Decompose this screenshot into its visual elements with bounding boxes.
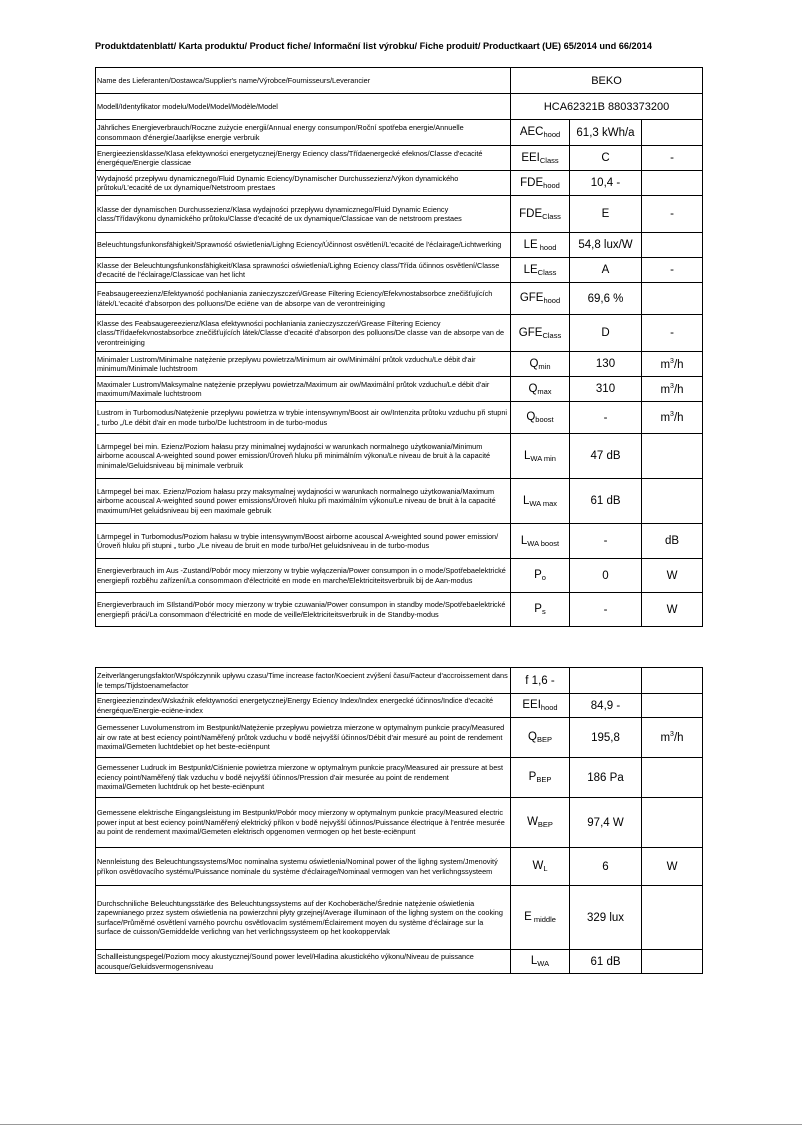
unit-superscript: 3	[670, 382, 674, 390]
row-value: 47 dB	[570, 434, 642, 479]
row-unit	[642, 718, 703, 758]
row-unit	[642, 171, 703, 196]
row-value	[570, 668, 642, 694]
symbol-text: Q	[529, 357, 539, 370]
symbol-subscript: Class	[542, 330, 562, 340]
row-unit	[642, 434, 703, 479]
footer-rule	[0, 1124, 802, 1125]
symbol-text: Q	[526, 411, 536, 423]
row-description: Maximaler Lustrom/Maksymalne natężenie przepływu powietrza/Maximum air ow/Maximální průtok vzduchu/Le débit d'air maximum/Maximale luchtstroom	[96, 377, 511, 402]
row-description: Klasse der Beleuchtungsfunkonsfähigkeit/Klasa sprawności oświetlenia/Lighng Eciency class/Třída účinnos osvětlení/Classe d'ecacité de l'éclairage/Classicae van het licht	[96, 258, 511, 283]
row-symbol	[511, 352, 570, 377]
model-row	[96, 94, 703, 120]
table-row	[96, 524, 703, 559]
unit-suffix: /h	[673, 358, 684, 371]
table-row	[96, 668, 703, 694]
table-row	[96, 798, 703, 848]
product-fiche-table-bep	[95, 667, 703, 974]
row-value: 69,6 %	[570, 283, 642, 315]
row-description: Energieverbrauch im SIlstand/Pobór mocy mierzony w trybie czuwania/Power consumpon in standby mode/Spotřebaelektrické energiepři práci/La consommaon d'électricité en mode de veille/Elektriciteitsverbruik in de Standby-modus	[96, 593, 511, 627]
row-description: Lärmpegel in Turbomodus/Poziom hałasu w trybie intensywnym/Boost airborne acouscal A-weighted sound power emission/Úroveň hluku při stupni „ turbo „/Le niveau de bruit en mode turbo/Het geluidsniveau in de turbo-modus	[96, 524, 511, 559]
table-row	[96, 146, 703, 171]
table-row	[96, 377, 703, 402]
table-row	[96, 120, 703, 146]
symbol-text: L	[524, 449, 531, 462]
table-row	[96, 886, 703, 950]
row-value: -	[570, 593, 642, 627]
symbol-subscript: L	[543, 864, 548, 873]
unit-text: m	[660, 383, 671, 396]
row-value: D	[570, 315, 642, 352]
symbol-text: P	[528, 771, 537, 783]
symbol-text: P	[534, 603, 542, 615]
symbol-subscript: hood	[537, 242, 557, 252]
symbol-text: L	[522, 494, 530, 507]
symbol-text: W	[532, 860, 544, 872]
row-description: Wydajność przepływu dynamicznego/Fluid Dynamic Eciency/Dynamischer Durchussezienz/Výkon dynamického průtoku/L'ecacité de ux dynamique/Netstroom prestaes	[96, 171, 511, 196]
unit-superscript: 3	[670, 731, 674, 739]
row-value: 97,4 W	[570, 798, 642, 848]
row-description: Energieezienzindex/Wskaźnik efektywności energetycznej/Energy Eciency Index/Index energecké účinnos/Indice d'ecacité énergéque/Energie-eciëne-index	[96, 694, 511, 718]
table-row	[96, 352, 703, 377]
table-row	[96, 593, 703, 627]
row-unit	[642, 886, 703, 950]
table-row	[96, 258, 703, 283]
unit-text: m	[660, 358, 671, 371]
row-description: Lustrom in Turbomodus/Natężenie przepływu powietrza w trybie intensywnym/Boost air ow/Intenzita průtoku vzduchu při stupni „ turbo „/Le débit d'air en mode turbo/De luchtstroom in de turbo-modus	[96, 402, 511, 434]
unit-text: -	[670, 208, 674, 220]
supplier-row	[96, 68, 703, 94]
row-unit	[642, 479, 703, 524]
row-value: 61 dB	[570, 950, 642, 974]
symbol-subscript: BEP	[537, 820, 553, 829]
row-unit	[642, 352, 703, 377]
supplier-name: BEKO	[511, 68, 703, 94]
symbol-subscript: hood	[540, 703, 558, 712]
row-description: Gemessene elektrische Eingangsleistung im Bestpunkt/Pobór mocy mierzony w optymalnym punkcie pracy/Measured electric power input at best eciency point/Naměřený elektrický příkon v bodě nejvyšší účinnos/Puissance électrique à l'entrée mesurée au point de rendement maximal/Gemeten elektrisch opgenomen vermogen op het beste-eciënpunt	[96, 798, 511, 848]
row-description: Lärmpegel bei min. Ezienz/Poziom hałasu przy minimalnej wydajności w warunkach normalnego użytkowania/Minimum airborne acouscal A-weighted sound power emission/Úroveň hluku při minimálním výkonu/Le niveau de bruit à la capacité minimale/Geluidsniveau bij minimale verbruik	[96, 434, 511, 479]
unit-text: -	[670, 327, 674, 339]
row-value: A	[570, 258, 642, 283]
symbol-subscript: WA min	[530, 453, 556, 463]
symbol-subscript: Class	[539, 155, 559, 165]
row-description: Name des Lieferanten/Dostawca/Supplier's name/Výrobce/Fournisseurs/Leverancier	[96, 68, 511, 94]
row-description: Nennleistung des Beleuchtungssystems/Moc nominalna systemu oświetlenia/Nominal power of the lighng system/Jmenovitý příkon osvětlovacího systému/Puissance nominale du système d'éclairage/Nominaal vermogen van het verlichngssysteem	[96, 848, 511, 886]
row-symbol	[511, 479, 570, 524]
row-symbol	[511, 233, 570, 258]
row-unit	[642, 848, 703, 886]
row-unit	[642, 196, 703, 233]
row-unit	[642, 694, 703, 718]
row-value: E	[570, 196, 642, 233]
symbol-text: FDE	[519, 207, 543, 220]
unit-text: W	[666, 603, 678, 616]
row-description: Schallleistungspegel/Poziom mocy akustycznej/Sound power level/Hladina akustického výkonu/Niveau de puissance acousque/Geluidsvermogensniveau	[96, 950, 511, 974]
unit-text: W	[666, 569, 678, 582]
row-value: C	[570, 146, 642, 171]
symbol-subscript: max	[537, 386, 552, 396]
table-row	[96, 171, 703, 196]
table-row	[96, 196, 703, 233]
product-fiche-table	[95, 67, 703, 627]
symbol-subscript: o	[541, 573, 546, 582]
row-description: Gemessener Luvolumenstrom im Bestpunkt/Natężenie przepływu powietrza mierzone w optymalnym punkcie pracy/Measured air ow rate at best eciency point/Naměřený průtok vzduchu v bodě nejvyšší účinnos/Débit d'air mesuré au point de rendement maximal/Gemeten luchtdebiet op het beste-eciënpunt	[96, 718, 511, 758]
symbol-text: EEI	[521, 151, 540, 164]
table-row	[96, 315, 703, 352]
row-unit	[642, 668, 703, 694]
row-unit	[642, 402, 703, 434]
row-description: Minimaler Lustrom/Minimalne natężenie przepływu powietrza/Minimum air ow/Minimální průtok vzduchu/Le débit d'air minimum/Minimale luchtstroom	[96, 352, 511, 377]
row-symbol	[511, 402, 570, 434]
row-description: Klasse der dynamischen Durchussezienz/Klasa wydajności przepływu dynamicznego/Fluid Dynamic Eciency class/Třídavýkonu dynamického průtoku/Classe d'ecacité de ux dynamique/Classicae van de netstroom prestaes	[96, 196, 511, 233]
page-title: Produktdatenblatt/ Karta produktu/ Product fiche/ Informační list výrobku/ Fiche produit/ Productkaart (UE) 65/2014 und 66/2014	[95, 41, 652, 51]
row-description: Gemessener Ludruck im Bestpunkt/Ciśnienie powietrza mierzone w optymalnym punkcie pracy/Measured air pressure at best eciency point/Naměřený tlak vzduchu v bodě nejvyšší účinnos/Pression d'air mesurée au point de rendement maximal/Gemeten luchtdruk op het beste-eciënpunt	[96, 758, 511, 798]
row-unit	[642, 120, 703, 146]
row-symbol	[511, 283, 570, 315]
symbol-subscript: min	[538, 361, 551, 371]
row-value: 6	[570, 848, 642, 886]
symbol-subscript: WA max	[529, 498, 558, 508]
row-description: Energieeziensklasse/Klasa efektywności energetycznej/Energy Eciency class/Třídaenergecké efeknos/Classe d'ecacité énergéque/Energie classicae	[96, 146, 511, 171]
symbol-subscript: Class	[542, 211, 561, 221]
row-description: Klasse des Feabsaugereezienz/Klasa efektywności pochłaniania zanieczyszczeń/Grease Filtering Eciency class/Třídaefekvnostabsorbce znečišťujících látek/Classe d'ecacité d'absorpon des polluons/De classe van de absorpe van de verontreiniging	[96, 315, 511, 352]
row-unit	[642, 233, 703, 258]
row-value: 0	[570, 559, 642, 593]
row-symbol	[511, 950, 570, 974]
row-symbol	[511, 315, 570, 352]
row-description: Feabsaugereezienz/Efektywność pochłaniania zanieczyszczeń/Grease Filtering Eciency/Efekvnostabsorbce znečišťujících látek/L'ecacité d'absorpon des polluons/De eciëne van de absorpe van de verontreiniging	[96, 283, 511, 315]
unit-text: -	[670, 264, 674, 276]
row-value: -	[570, 402, 642, 434]
symbol-subscript: WA	[537, 959, 550, 968]
table-row	[96, 559, 703, 593]
unit-superscript: 3	[670, 357, 674, 365]
table-body-bep	[96, 668, 703, 974]
row-symbol	[511, 559, 570, 593]
unit-suffix: /h	[673, 731, 684, 744]
symbol-text: EEI	[522, 699, 541, 711]
row-unit	[642, 758, 703, 798]
table-row	[96, 233, 703, 258]
table-body-main	[96, 68, 703, 627]
symbol-text: E	[524, 911, 532, 923]
row-value: 329 lux	[570, 886, 642, 950]
symbol-text: FDE	[520, 176, 544, 189]
row-value: 186 Pa	[570, 758, 642, 798]
row-unit	[642, 593, 703, 627]
row-unit	[642, 798, 703, 848]
table-row	[96, 434, 703, 479]
symbol-subscript: BEP	[536, 735, 552, 744]
row-description: Jährliches Energieverbrauch/Roczne zużycie energii/Annual energy consumpon/Roční spotřeba energie/Annuelle consommaon d'énergie/Jaarlijkse energie verbruik	[96, 120, 511, 146]
row-symbol	[511, 798, 570, 848]
unit-text: W	[666, 860, 678, 873]
row-unit	[642, 524, 703, 559]
row-symbol	[511, 258, 570, 283]
symbol-subscript: hood	[543, 180, 560, 190]
row-description: Durchschniliche Beleuchtungsstärke des Beleuchtungssystems auf der Kochoberäche/Średnie natężenie oświetlenia zapewnianego przez system oświetlenia na powierzchni płyty grzejnej/Average illuminaon of the lighng system on the cooking surface/Průměrné osvětlení varného povrchu osvětlovacím systémem/Éclairement moyen du système d'éclairage sur la surface de cuisson/Gemiddelde verlichng van het verlichngssysteem op het kookoppervlak	[96, 886, 511, 950]
row-value: -	[570, 524, 642, 559]
row-value: 130	[570, 352, 642, 377]
row-symbol	[511, 434, 570, 479]
row-description: Energieverbrauch im Aus -Zustand/Pobór mocy mierzony w trybie wyłączenia/Power consumpon in o mode/Spotřebaelektrické energiepři rozběhu zařízení/La consommaon d'électricité en mode en marche/Elektriciteitsverbruik bij de Aan-modus	[96, 559, 511, 593]
row-description: Beleuchtungsfunkonsfähigkeit/Sprawność oświetlenia/Lighng Eciency/Účinnost osvětlení/L'ecacité de l'éclairage/Lichtwerking	[96, 233, 511, 258]
row-symbol	[511, 171, 570, 196]
row-symbol	[511, 694, 570, 718]
row-symbol	[511, 668, 570, 694]
row-value: 10,4 -	[570, 171, 642, 196]
symbol-text: AEC	[519, 126, 544, 138]
row-symbol	[511, 377, 570, 402]
row-unit	[642, 258, 703, 283]
symbol-text: P	[534, 569, 542, 581]
row-symbol	[511, 120, 570, 146]
row-value: 61,3 kWh/a	[570, 120, 642, 146]
unit-superscript: 3	[670, 411, 674, 419]
row-value: 61 dB	[570, 479, 642, 524]
symbol-subscript: middle	[531, 915, 556, 924]
model-identifier: HCA62321B 8803373200	[511, 94, 703, 120]
row-unit	[642, 559, 703, 593]
row-value: 310	[570, 377, 642, 402]
table-row	[96, 402, 703, 434]
table-row	[96, 479, 703, 524]
row-symbol	[511, 848, 570, 886]
symbol-text: L	[520, 534, 528, 547]
symbol-subscript: Class	[537, 267, 557, 277]
row-unit	[642, 950, 703, 974]
unit-text: m	[660, 411, 671, 424]
row-description: Zeitverlängerungsfaktor/Współczynnik upływu czasu/Time increase factor/Koecient zvýšení času/Facteur d'accroissement dans le temps/Tijdstoenamefactor	[96, 668, 511, 694]
symbol-text: L	[530, 955, 538, 967]
row-symbol	[511, 593, 570, 627]
row-unit	[642, 283, 703, 315]
table-row	[96, 694, 703, 718]
symbol-text: W	[527, 816, 538, 828]
unit-text: m	[660, 731, 671, 744]
symbol-subscript: BEP	[536, 775, 552, 784]
row-value: 195,8	[570, 718, 642, 758]
row-symbol	[511, 886, 570, 950]
symbol-subscript: WA boost	[527, 538, 560, 548]
unit-suffix: /h	[673, 411, 684, 424]
symbol-text: GFE	[519, 292, 544, 304]
unit-suffix: /h	[673, 383, 684, 396]
unit-text: dB	[664, 535, 680, 547]
symbol-text: Q	[528, 382, 538, 395]
symbol-subscript: s	[541, 607, 546, 616]
symbol-subscript: boost	[535, 415, 554, 424]
table-row	[96, 950, 703, 974]
row-symbol	[511, 718, 570, 758]
row-symbol	[511, 524, 570, 559]
row-unit	[642, 315, 703, 352]
row-description: Modell/Identyfikator modelu/Model/Model/Modèle/Model	[96, 94, 511, 120]
symbol-subscript: hood	[543, 296, 561, 305]
row-symbol	[511, 146, 570, 171]
symbol-text: LE	[523, 238, 538, 251]
unit-text: -	[670, 152, 674, 164]
row-value: 84,9 -	[570, 694, 642, 718]
table-row	[96, 718, 703, 758]
symbol-text: LE	[523, 263, 538, 276]
table-row	[96, 283, 703, 315]
row-description: Lärmpegel bei max. Ezienz/Poziom hałasu przy maksymalnej wydajności w warunkach normalnego użytkowania/Maximum airborne acouscal A-weighted sound power emissions/Úroveň hluku při maximálním výkonu/Le niveau de bruit à la capacité maximum/Het geluidsniveau bij een maximale gebruik	[96, 479, 511, 524]
table-row	[96, 848, 703, 886]
symbol-text: f 1,6 -	[525, 674, 555, 687]
table-row	[96, 758, 703, 798]
row-unit	[642, 146, 703, 171]
row-symbol	[511, 758, 570, 798]
row-symbol	[511, 196, 570, 233]
symbol-text: Q	[528, 731, 537, 743]
symbol-subscript: hood	[543, 130, 561, 139]
symbol-text: GFE	[518, 326, 543, 339]
row-unit	[642, 377, 703, 402]
row-value: 54,8 lux/W	[570, 233, 642, 258]
